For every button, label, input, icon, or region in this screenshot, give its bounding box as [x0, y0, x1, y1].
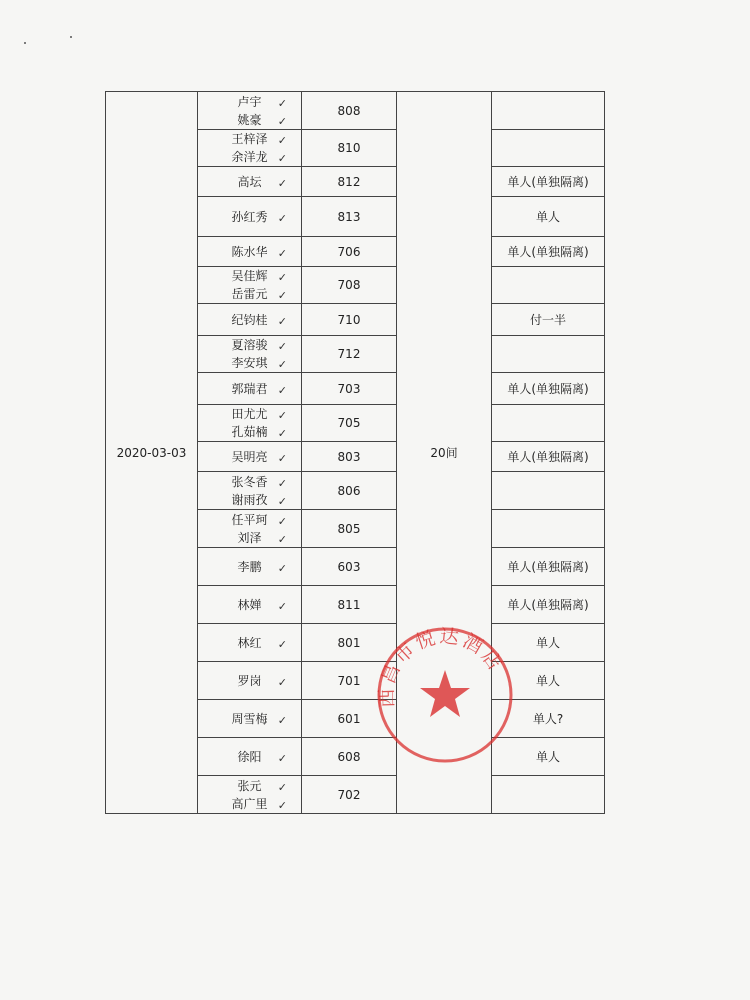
guest-name-text: 刘泽 [237, 530, 262, 545]
check-mark-icon: ✓ [277, 599, 287, 613]
guest-name-text: 李鹏 [237, 559, 262, 574]
check-mark-icon: ✓ [277, 451, 287, 465]
guest-names-cell [198, 197, 302, 237]
guest-name [198, 208, 301, 226]
guest-names-cell [198, 586, 302, 624]
guest-name [198, 93, 301, 111]
guest-names-cell [198, 167, 302, 197]
guest-name-text: 张冬香 [231, 474, 268, 489]
check-mark-icon: ✓ [277, 561, 287, 575]
check-mark-icon: ✓ [277, 713, 287, 727]
seal-text: 西昌市悦达酒店 [375, 625, 508, 708]
room-number-cell: 701 [302, 662, 397, 700]
guest-name-text: 夏溶骏 [231, 338, 268, 352]
note-cell: 单人(单独隔离) [492, 442, 605, 472]
note-cell: 单人(单独隔离) [492, 237, 605, 267]
seal-star-icon [420, 670, 470, 717]
room-number-cell: 702 [302, 776, 397, 814]
guest-name-text: 林婵 [237, 597, 262, 612]
room-number-cell: 806 [302, 472, 397, 510]
guest-name-text: 纪钧桂 [231, 312, 268, 327]
check-mark-icon: ✓ [277, 383, 287, 397]
roster-table [105, 91, 605, 814]
guest-name [198, 173, 301, 191]
guest-name [198, 529, 301, 547]
note-cell [492, 92, 605, 130]
guest-names-cell [198, 700, 302, 738]
check-mark-icon: ✓ [277, 751, 287, 765]
note-cell: 单人 [492, 738, 605, 776]
guest-names-cell [198, 548, 302, 586]
check-mark-icon: ✓ [277, 114, 287, 128]
note-cell [492, 405, 605, 442]
check-mark-icon: ✓ [277, 246, 287, 260]
guest-name-text: 郭瑞君 [231, 381, 268, 396]
guest-name [198, 672, 301, 690]
room-number-cell: 705 [302, 405, 397, 442]
scan-speck [70, 36, 72, 38]
room-number-cell: 601 [302, 700, 397, 738]
guest-name [198, 380, 301, 398]
note-cell: 单人(单独隔离) [492, 167, 605, 197]
guest-name [198, 491, 301, 509]
note-cell: 付一半 [492, 304, 605, 336]
check-mark-icon: ✓ [277, 96, 287, 110]
guest-names-cell [198, 738, 302, 776]
room-number-cell: 603 [302, 548, 397, 586]
check-mark-icon: ✓ [277, 532, 287, 546]
guest-name-text: 李安琪 [231, 356, 268, 370]
guest-name [198, 777, 301, 795]
check-mark-icon: ✓ [277, 476, 287, 490]
note-cell: 单人 [492, 197, 605, 237]
guest-names-cell [198, 510, 302, 548]
note-cell [492, 472, 605, 510]
guest-name-text: 田尤尤 [231, 407, 268, 421]
guest-name-text: 罗岗 [237, 673, 262, 688]
guest-name-text: 周雪梅 [231, 711, 268, 726]
guest-name [198, 405, 301, 423]
guest-name [198, 311, 301, 329]
note-cell [492, 336, 605, 373]
guest-name [198, 267, 301, 285]
guest-name [198, 748, 301, 766]
guest-name-text: 姚豪 [237, 112, 262, 127]
guest-name [198, 634, 301, 652]
check-mark-icon: ✓ [277, 340, 287, 353]
guest-names-cell [198, 776, 302, 814]
check-mark-icon: ✓ [277, 780, 287, 794]
note-cell [492, 510, 605, 548]
guest-name [198, 354, 301, 372]
note-cell: 单人(单独隔离) [492, 586, 605, 624]
check-mark-icon: ✓ [277, 637, 287, 651]
guest-name [198, 596, 301, 614]
guest-name [198, 423, 301, 441]
guest-name [198, 285, 301, 303]
guest-name [198, 795, 301, 813]
roster-body [106, 92, 605, 814]
check-mark-icon: ✓ [277, 798, 287, 812]
check-mark-icon: ✓ [277, 494, 287, 508]
check-mark-icon: ✓ [277, 514, 287, 528]
guest-names-cell [198, 405, 302, 442]
guest-name-text: 高坛 [237, 174, 262, 189]
check-mark-icon: ✓ [277, 358, 287, 371]
guest-name-text: 吴佳辉 [231, 269, 268, 283]
guest-name [198, 558, 301, 576]
guest-name-text: 余洋龙 [231, 150, 268, 164]
guest-name [198, 111, 301, 129]
guest-name [198, 148, 301, 166]
guest-names-cell [198, 442, 302, 472]
guest-name-text: 高广里 [231, 796, 268, 811]
guest-names-cell [198, 92, 302, 130]
guest-name [198, 130, 301, 148]
guest-name [198, 710, 301, 728]
guest-name-text: 孙红秀 [231, 209, 268, 224]
guest-names-cell [198, 267, 302, 304]
guest-name-text: 孔茹楠 [231, 425, 268, 439]
guest-name-text: 陈水华 [231, 244, 268, 259]
check-mark-icon: ✓ [277, 675, 287, 689]
note-cell: 单人 [492, 662, 605, 700]
check-mark-icon: ✓ [277, 314, 287, 328]
room-number-cell: 708 [302, 267, 397, 304]
room-number-cell: 813 [302, 197, 397, 237]
room-number-cell: 811 [302, 586, 397, 624]
room-number-cell: 712 [302, 336, 397, 373]
check-mark-icon: ✓ [277, 271, 287, 284]
room-number-cell: 808 [302, 92, 397, 130]
guest-name-text: 谢雨孜 [231, 492, 268, 507]
date-cell: 2020-03-03 [106, 92, 198, 814]
guest-name-text: 任平珂 [231, 512, 268, 527]
check-mark-icon: ✓ [277, 152, 287, 165]
room-number-cell: 703 [302, 373, 397, 405]
room-number-cell: 812 [302, 167, 397, 197]
guest-name-text: 林红 [237, 635, 262, 650]
guest-names-cell [198, 130, 302, 167]
guest-name-text: 徐阳 [237, 749, 262, 764]
check-mark-icon: ✓ [277, 134, 287, 147]
room-number-cell: 805 [302, 510, 397, 548]
guest-names-cell [198, 237, 302, 267]
guest-name-text: 卢宇 [237, 94, 262, 109]
note-cell: 单人 [492, 624, 605, 662]
room-number-cell: 608 [302, 738, 397, 776]
guest-name-text: 吴明亮 [231, 449, 268, 464]
note-cell [492, 776, 605, 814]
guest-names-cell [198, 336, 302, 373]
guest-name-text: 岳雷元 [231, 287, 268, 301]
guest-name [198, 336, 301, 354]
hotel-seal-stamp [370, 620, 520, 770]
check-mark-icon: ✓ [277, 176, 287, 190]
room-number-cell: 803 [302, 442, 397, 472]
room-number-cell: 710 [302, 304, 397, 336]
guest-name [198, 473, 301, 491]
check-mark-icon: ✓ [277, 211, 287, 225]
check-mark-icon: ✓ [277, 289, 287, 302]
guest-name [198, 511, 301, 529]
table-row [106, 92, 605, 130]
note-cell: 单人(单独隔离) [492, 548, 605, 586]
guest-name-text: 王梓泽 [231, 132, 268, 146]
guest-name [198, 243, 301, 261]
guest-names-cell [198, 662, 302, 700]
note-cell: 单人? [492, 700, 605, 738]
guest-names-cell [198, 472, 302, 510]
room-number-cell: 810 [302, 130, 397, 167]
guest-names-cell [198, 624, 302, 662]
room-total-cell: 20间 [397, 92, 492, 814]
note-cell [492, 267, 605, 304]
scan-speck [24, 42, 26, 44]
note-cell [492, 130, 605, 167]
check-mark-icon: ✓ [277, 427, 287, 440]
guest-names-cell [198, 373, 302, 405]
guest-name [198, 448, 301, 466]
guest-names-cell [198, 304, 302, 336]
room-number-cell: 706 [302, 237, 397, 267]
note-cell: 单人(单独隔离) [492, 373, 605, 405]
guest-name-text: 张元 [237, 778, 262, 793]
check-mark-icon: ✓ [277, 409, 287, 422]
room-number-cell: 801 [302, 624, 397, 662]
